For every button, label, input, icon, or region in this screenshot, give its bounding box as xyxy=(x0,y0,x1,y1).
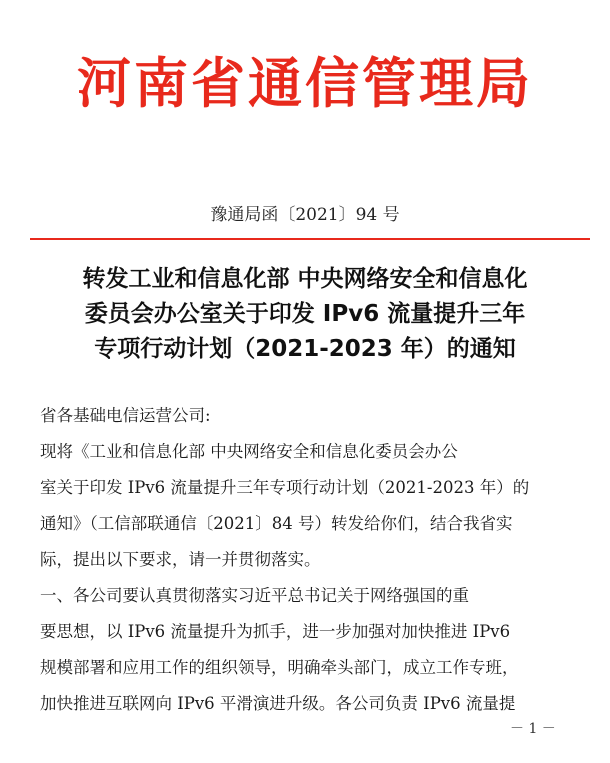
paragraph-2-line-3: 规模部署和应用工作的组织领导，明确牵头部门，成立工作专班， xyxy=(40,658,519,677)
paragraph-2-line-1: 一、各公司要认真贯彻落实习近平总书记关于网络强国的重 xyxy=(40,586,469,605)
page-number: － 1 － xyxy=(510,721,556,737)
document-title-line-1: 转发工业和信息化部 中央网络安全和信息化 xyxy=(82,266,528,292)
red-divider-line xyxy=(30,238,590,240)
document-body xyxy=(40,398,570,722)
paragraph-1 xyxy=(40,434,570,578)
issuing-organization-title: 河南省通信管理局 xyxy=(77,52,533,115)
paragraph-2-line-2: 要思想，以 IPv6 流量提升为抓手，进一步加强对加快推进 IPv6 xyxy=(40,622,511,641)
salutation: 省各基础电信运营公司: xyxy=(40,406,211,425)
paragraph-1-line-2: 室关于印发 IPv6 流量提升三年专项行动计划（2021-2023 年）的 xyxy=(40,478,530,497)
document-number: 豫通局函〔2021〕94 号 xyxy=(210,205,400,225)
document-title-line-3: 专项行动计划（2021-2023 年）的通知 xyxy=(94,336,516,362)
document-title xyxy=(20,262,590,367)
paragraph-2-line-4: 加快推进互联网向 IPv6 平滑演进升级。各公司负责 IPv6 流量提 xyxy=(40,694,516,713)
paragraph-1-line-1: 现将《工业和信息化部 中央网络安全和信息化委员会办公 xyxy=(40,442,458,461)
document-title-line-2: 委员会办公室关于印发 IPv6 流量提升三年 xyxy=(84,301,526,327)
paragraph-1-line-3: 通知》（工信部联通信〔2021〕84 号）转发给你们，结合我省实 xyxy=(40,514,513,533)
paragraph-2 xyxy=(40,578,570,722)
paragraph-1-line-4: 际，提出以下要求，请一并贯彻落实。 xyxy=(40,550,321,569)
